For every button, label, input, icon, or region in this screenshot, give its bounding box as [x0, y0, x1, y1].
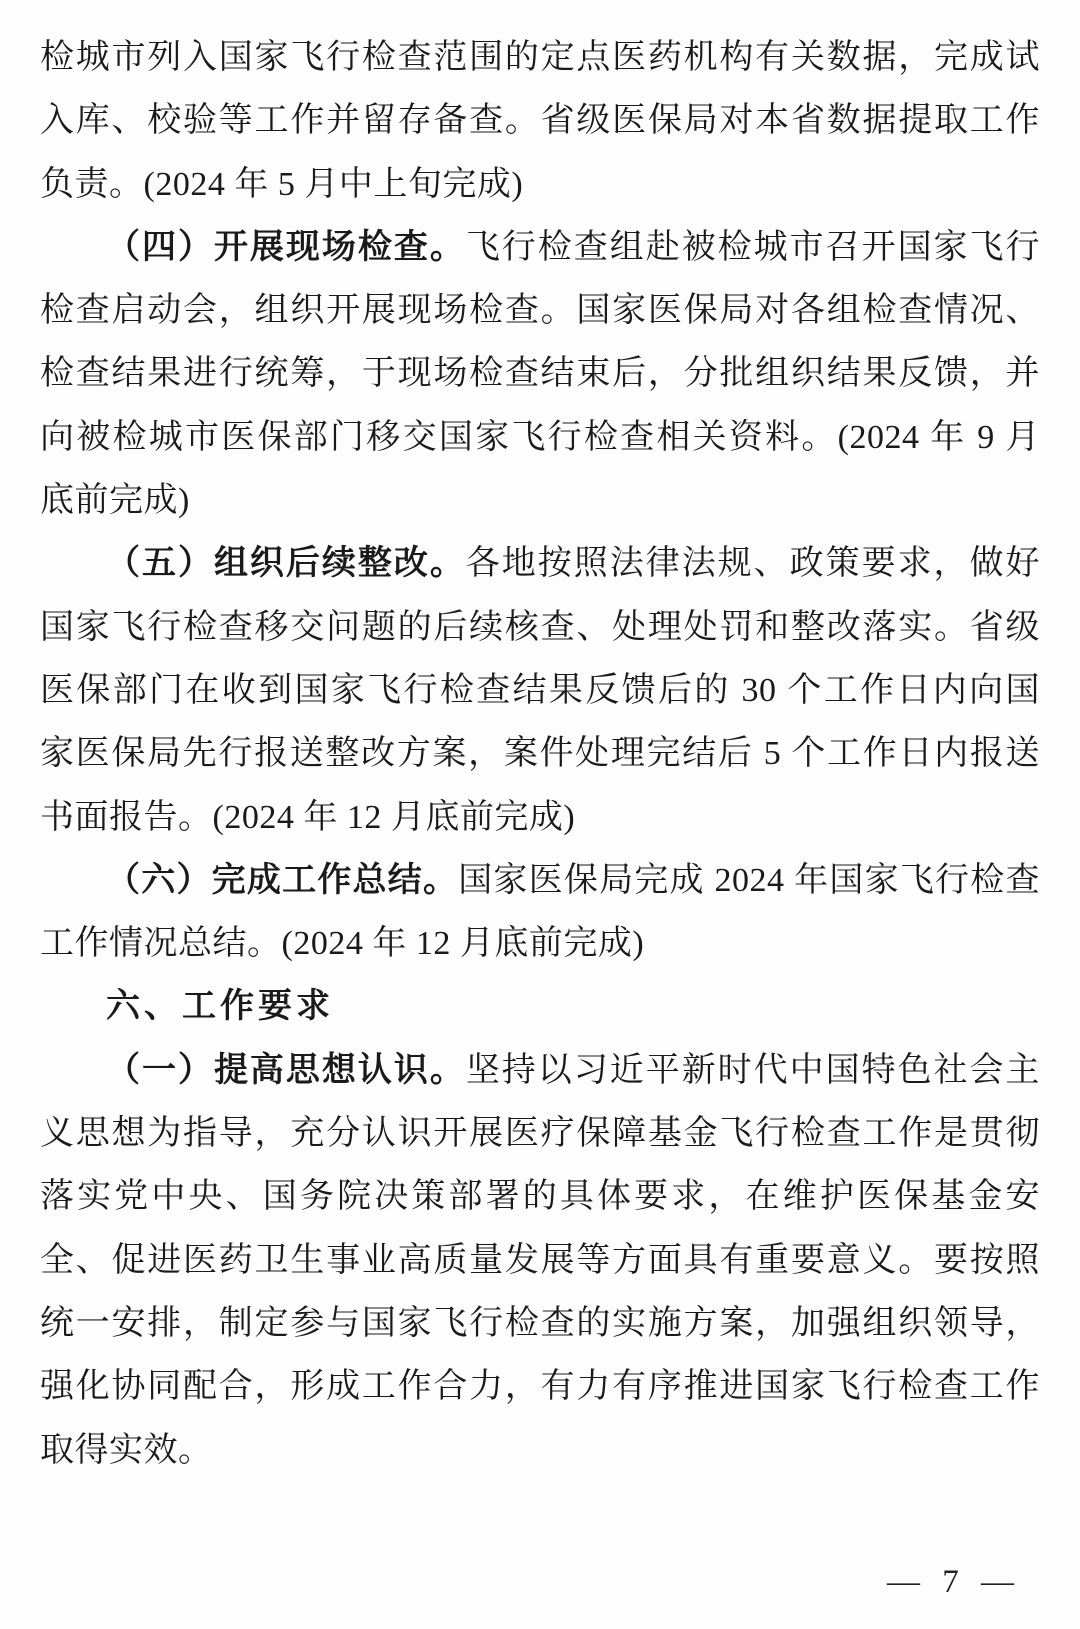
text-line: [40, 153, 1040, 216]
heading-text: （六）完成工作总结。: [106, 861, 459, 899]
text-line: [40, 1355, 1040, 1418]
body-text: 负责。(2024 年 5 月中上旬完成): [40, 165, 524, 203]
text-line: [40, 469, 1040, 532]
text-line: [40, 659, 1040, 722]
text-line: [40, 279, 1040, 342]
body-text: 取得实效。: [40, 1431, 213, 1469]
body-text: 国家飞行检查移交问题的后续核查、处理处罚和整改落实。省级: [40, 608, 1040, 646]
body-text: 检查结果进行统筹，于现场检查结束后，分批组织结果反馈，并: [40, 355, 1040, 393]
body-text: 国家医保局完成 2024 年国家飞行检查: [458, 861, 1040, 899]
text-line: [40, 1419, 1040, 1482]
body-text: 书面报告。(2024 年 12 月底前完成): [40, 798, 576, 836]
body-text: 检城市列入国家飞行检查范围的定点医药机构有关数据，完成试: [40, 39, 1040, 76]
text-line: [40, 89, 1040, 152]
page-number: — 7 —: [887, 1564, 1014, 1600]
body-text: 检查启动会，组织开展现场检查。国家医保局对各组检查情况、: [40, 292, 1040, 330]
text-line: [40, 406, 1040, 469]
body-text: 落实党中央、国务院决策部署的具体要求，在维护医保基金安: [40, 1178, 1040, 1216]
body-text: 义思想为指导，充分认识开展医疗保障基金飞行检查工作是贯彻: [40, 1115, 1040, 1153]
body-text: 底前完成): [40, 482, 190, 520]
text-line: [40, 912, 1040, 975]
text-line: [40, 722, 1040, 785]
text-line: [40, 786, 1040, 849]
text-line: [40, 1165, 1040, 1228]
body-text: 飞行检查组赴被检城市召开国家飞行: [465, 228, 1040, 266]
text-line: [40, 975, 1040, 1038]
body-text: 坚持以习近平新时代中国特色社会主: [465, 1051, 1040, 1089]
body-text: 医保部门在收到国家飞行检查结果反馈后的 30 个工作日内向国: [40, 671, 1040, 709]
text-line: [40, 26, 1040, 89]
body-text: 家医保局先行报送整改方案，案件处理完结后 5 个工作日内报送: [40, 735, 1040, 773]
heading-text: （一）提高思想认识。: [106, 1051, 466, 1089]
text-line: [40, 1102, 1040, 1165]
body-text: 向被检城市医保部门移交国家飞行检查相关资料。(2024 年 9 月: [40, 418, 1040, 456]
text-line: [40, 342, 1040, 405]
heading-text: （四）开展现场检查。: [106, 228, 466, 266]
text-line: [40, 1292, 1040, 1355]
text-line: [40, 532, 1040, 595]
body-text: 全、促进医药卫生事业高质量发展等方面具有重要意义。要按照: [40, 1241, 1040, 1279]
text-line: [40, 596, 1040, 659]
text-line: [40, 1039, 1040, 1102]
text-line: [40, 1229, 1040, 1292]
body-text: 入库、校验等工作并留存备查。省级医保局对本省数据提取工作: [40, 102, 1040, 140]
heading-text: 六、工作要求: [106, 987, 334, 1026]
body-text: 统一安排，制定参与国家飞行检查的实施方案，加强组织领导，: [40, 1304, 1040, 1342]
heading-text: （五）组织后续整改。: [106, 545, 466, 583]
text-line: [40, 216, 1040, 279]
body-text: 强化协同配合，形成工作合力，有力有序推进国家飞行检查工作: [40, 1368, 1040, 1406]
text-line: [40, 849, 1040, 912]
body-text: 各地按照法律法规、政策要求，做好: [465, 545, 1040, 583]
body-text: 工作情况总结。(2024 年 12 月底前完成): [40, 925, 645, 963]
